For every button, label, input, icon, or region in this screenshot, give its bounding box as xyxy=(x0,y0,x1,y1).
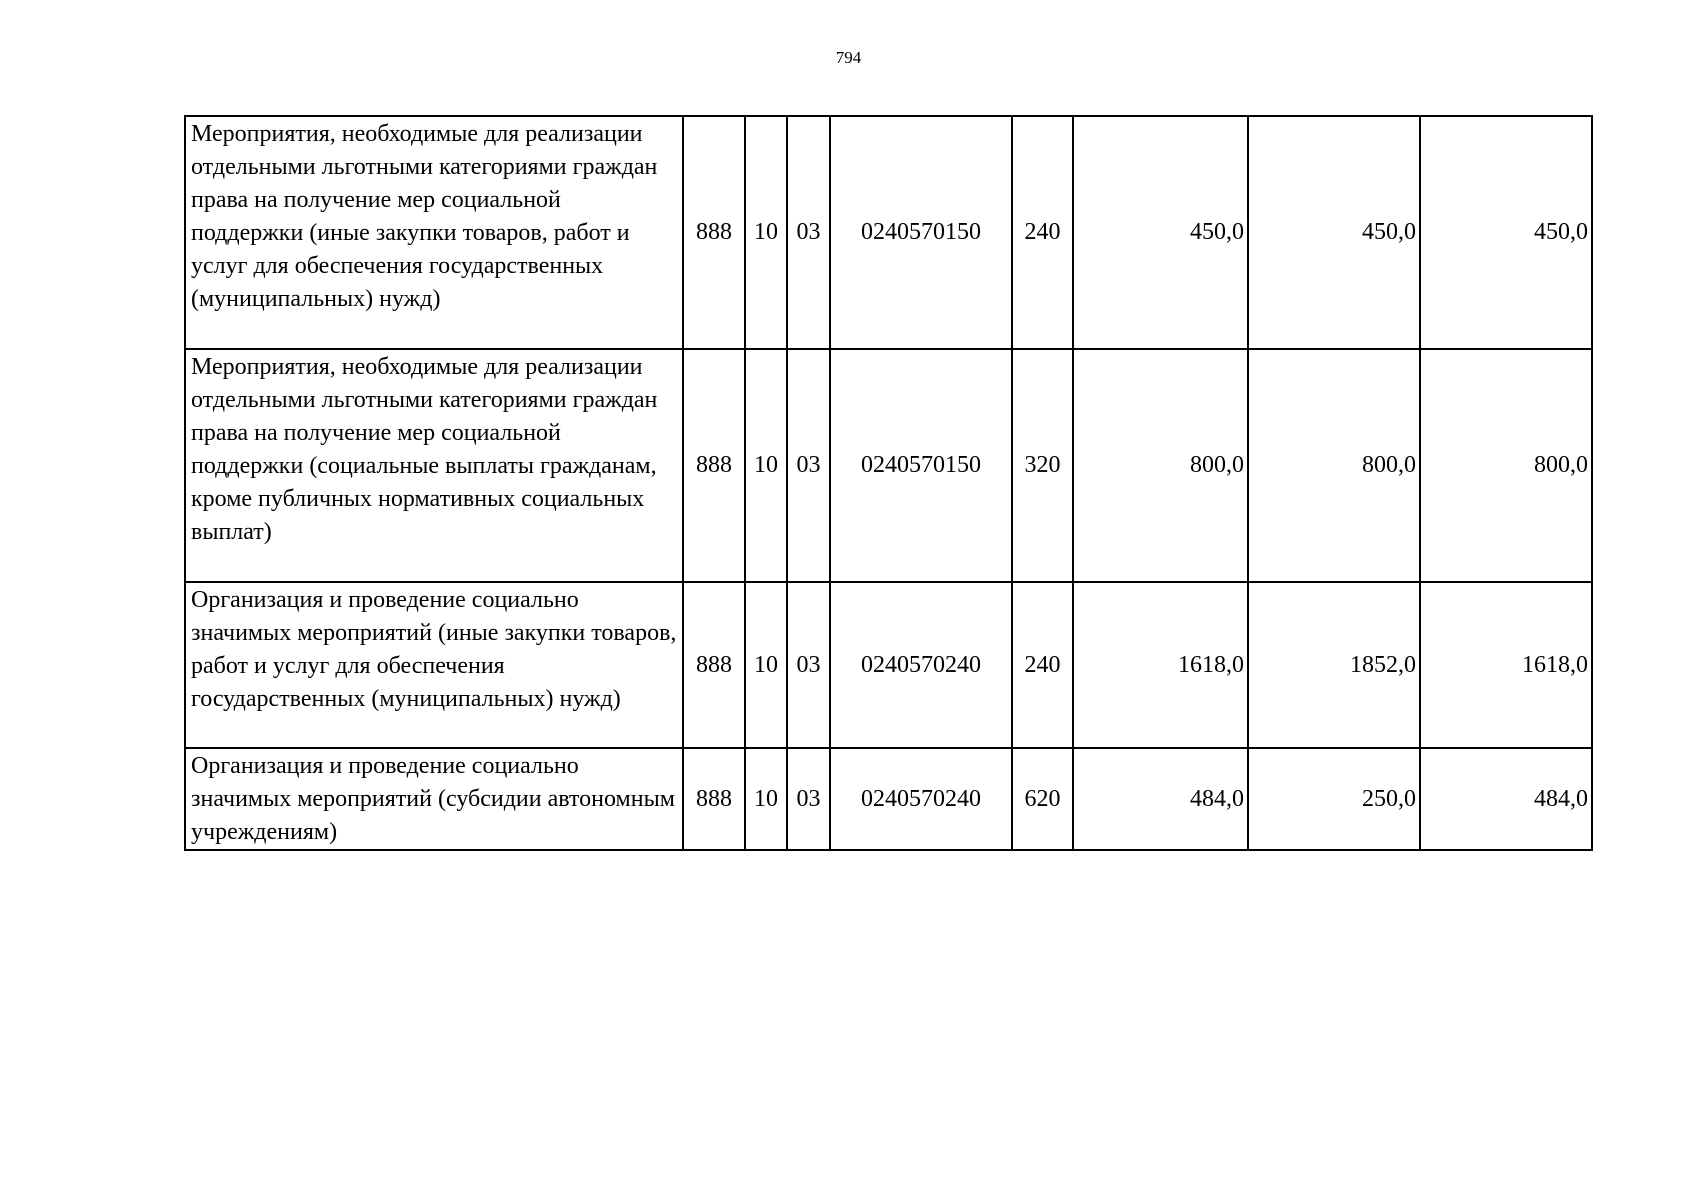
expense-type-cell: 620 xyxy=(1012,748,1073,850)
budget-table xyxy=(184,115,1593,851)
table-row xyxy=(185,748,1592,850)
subsection-code-cell: 03 xyxy=(787,349,830,582)
amount-3-cell: 800,0 xyxy=(1420,349,1592,582)
section-code-cell: 10 xyxy=(745,116,787,349)
amount-1-cell: 484,0 xyxy=(1073,748,1248,850)
amount-3-cell: 484,0 xyxy=(1420,748,1592,850)
ministry-code-cell: 888 xyxy=(683,349,745,582)
amount-3-cell: 450,0 xyxy=(1420,116,1592,349)
ministry-code-cell: 888 xyxy=(683,582,745,748)
subsection-code-cell: 03 xyxy=(787,748,830,850)
ministry-code-cell: 888 xyxy=(683,748,745,850)
table-row xyxy=(185,349,1592,582)
page-number: 794 xyxy=(835,48,862,67)
target-article-cell: 0240570150 xyxy=(830,116,1012,349)
amount-2-cell: 800,0 xyxy=(1248,349,1420,582)
expense-name-cell: Организация и проведение социально значимых мероприятий (субсидии автономным учреждениям) xyxy=(185,748,683,850)
section-code-cell: 10 xyxy=(745,582,787,748)
expense-type-cell: 240 xyxy=(1012,116,1073,349)
ministry-code-cell: 888 xyxy=(683,116,745,349)
expense-type-cell: 320 xyxy=(1012,349,1073,582)
amount-1-cell: 1618,0 xyxy=(1073,582,1248,748)
amount-1-cell: 800,0 xyxy=(1073,349,1248,582)
subsection-code-cell: 03 xyxy=(787,116,830,349)
amount-2-cell: 1852,0 xyxy=(1248,582,1420,748)
section-code-cell: 10 xyxy=(745,349,787,582)
expense-type-cell: 240 xyxy=(1012,582,1073,748)
target-article-cell: 0240570240 xyxy=(830,582,1012,748)
expense-name-cell: Мероприятия, необходимые для реализации отдельными льготными категориями граждан права на получение мер социальной поддержки (иные закупки товаров, работ и услуг для обеспечения государственных (муниципальных) нужд) xyxy=(185,116,683,349)
target-article-cell: 0240570240 xyxy=(830,748,1012,850)
expense-name-cell: Организация и проведение социально значимых мероприятий (иные закупки товаров, работ и услуг для обеспечения государственных (муниципальных) нужд) xyxy=(185,582,683,748)
amount-3-cell: 1618,0 xyxy=(1420,582,1592,748)
amount-1-cell: 450,0 xyxy=(1073,116,1248,349)
amount-2-cell: 450,0 xyxy=(1248,116,1420,349)
target-article-cell: 0240570150 xyxy=(830,349,1012,582)
subsection-code-cell: 03 xyxy=(787,582,830,748)
section-code-cell: 10 xyxy=(745,748,787,850)
table-row xyxy=(185,582,1592,748)
table-row xyxy=(185,116,1592,349)
expense-name-cell: Мероприятия, необходимые для реализации отдельными льготными категориями граждан права на получение мер социальной поддержки (социальные выплаты гражданам, кроме публичных нормативных социальных выплат) xyxy=(185,349,683,582)
amount-2-cell: 250,0 xyxy=(1248,748,1420,850)
